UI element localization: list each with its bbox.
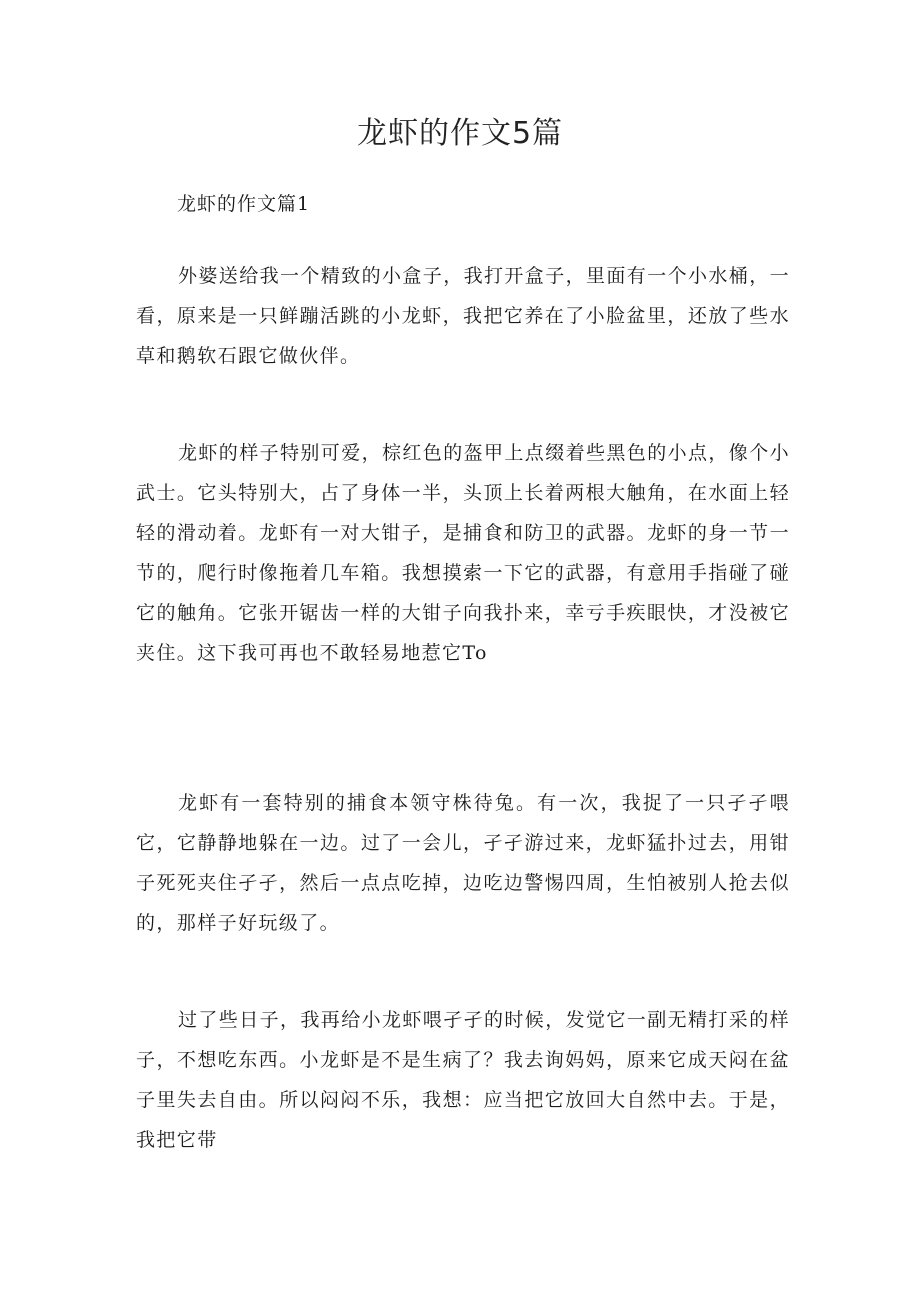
section-heading: 龙虾的作文篇1 — [177, 193, 311, 215]
paragraph-3: 龙虾有一套特别的捕食本领守株待兔。有一次，我捉了一只孑孑喂它，它静静地躲在一边。过了一会儿，孑孑游过来，龙虾猛扑过去，用钳子死死夹住孑孑，然后一点点吃掉，边吃边警惕四周，生怕被别人抢去似的，那样子好玩级了。 — [136, 792, 790, 934]
document-title: 龙虾的作文5篇 — [356, 116, 564, 151]
paragraph-2: 龙虾的样子特别可爱，棕红色的盔甲上点缀着些黑色的小点，像个小武士。它头特别大，占了身体一半，头顶上长着两根大触角，在水面上轻轻的滑动着。龙虾有一对大钳子，是捕食和防卫的武器。龙虾的身一节一节的，爬行时像拖着几车箱。我想摸索一下它的武器，有意用手指碰了碰它的触角。它张开锯齿一样的大钳子向我扑来，幸亏手疾眼快，才没被它夹住。这下我可再也不敢轻易地惹它To — [136, 442, 791, 664]
paragraph-4: 过了些日子，我再给小龙虾喂孑孑的时候，发觉它一副无精打采的样子，不想吃东西。小龙虾是不是生病了？我去询妈妈，原来它成天闷在盆子里失去自由。所以闷闷不乐，我想：应当把它放回大自然中去。于是，我把它带 — [136, 1009, 791, 1151]
paragraph-1: 外婆送给我一个精致的小盒子，我打开盒子，里面有一个小水桶，一看，原来是一只鲜蹦活跳的小龙虾，我把它养在了小脸盆里，还放了些水草和鹅软石跟它做伙伴。 — [136, 265, 791, 367]
